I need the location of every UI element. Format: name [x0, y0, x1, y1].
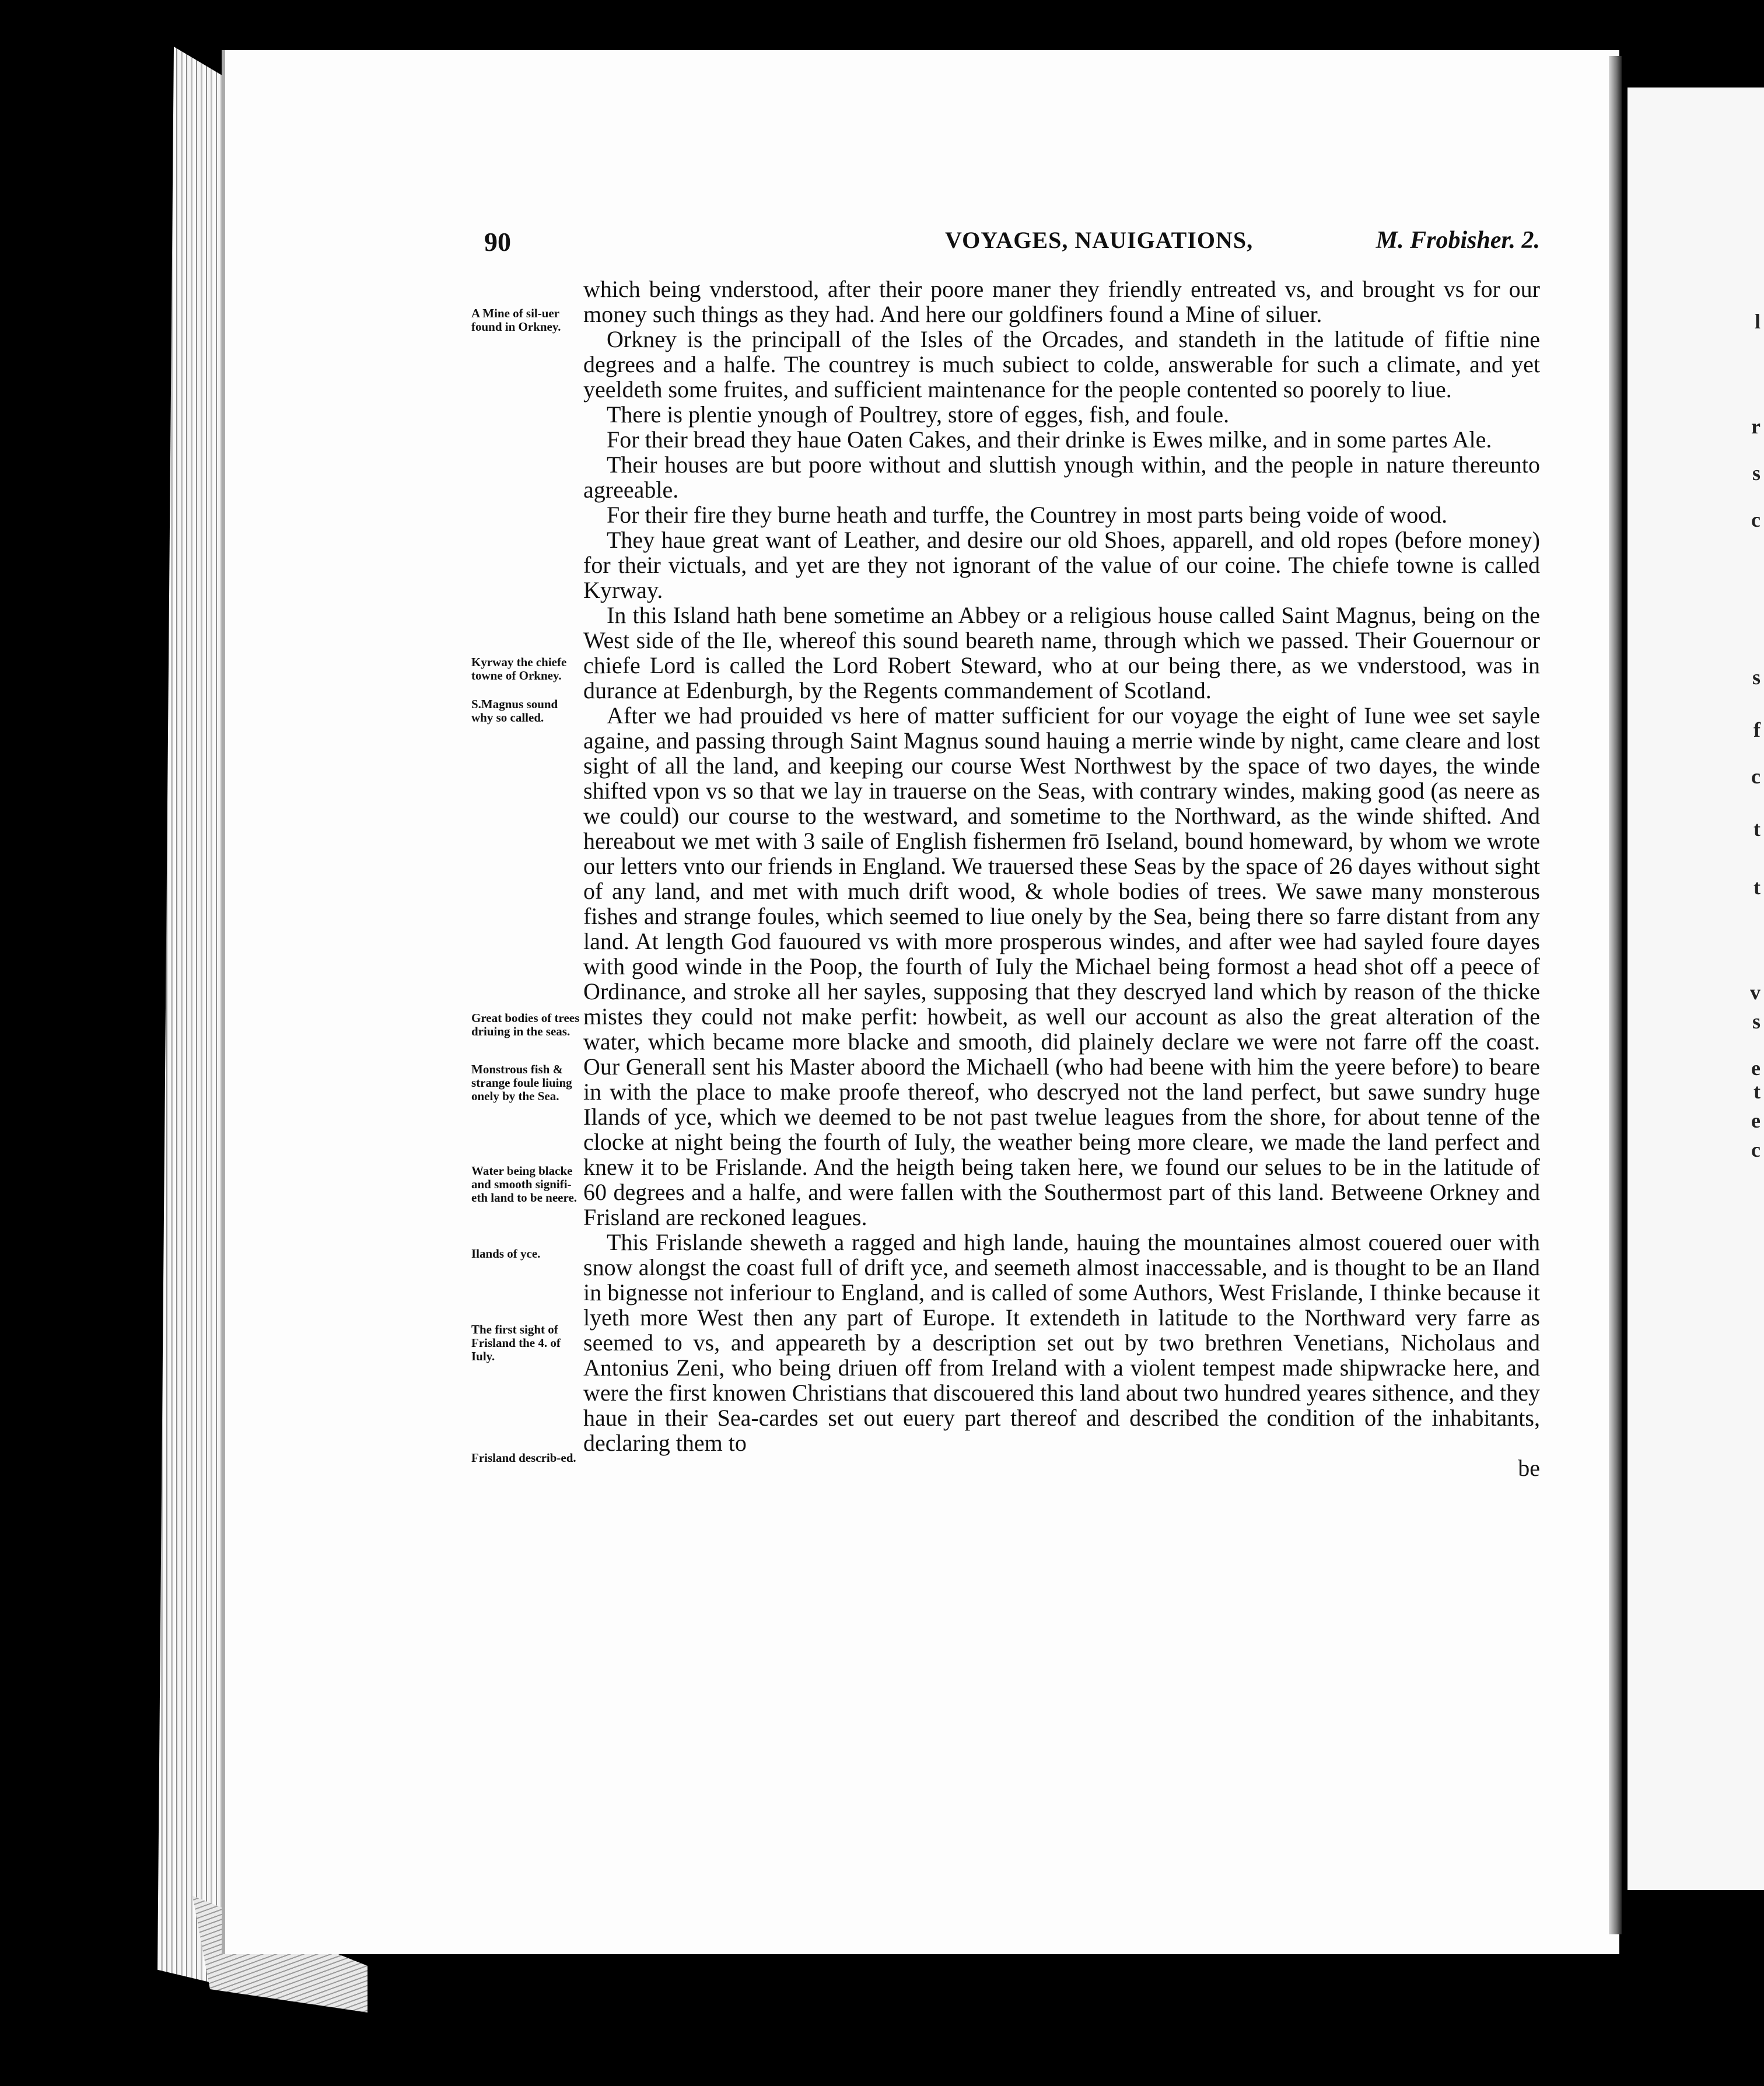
- facing-page-fragment: t: [1754, 876, 1760, 899]
- catchword: be: [1518, 1455, 1540, 1481]
- marginal-note: The first sight of Frisland the 4. of Iuly.: [471, 1322, 561, 1363]
- marginal-note: Water being blacke and smooth signifi-eth land to be neere.: [471, 1164, 578, 1205]
- facing-page-fragment: v: [1750, 981, 1760, 1004]
- facing-page-fragment: t: [1754, 817, 1760, 841]
- page-number: 90: [484, 227, 511, 257]
- paragraph: For their bread they haue Oaten Cakes, and their drinke is Ewes milke, and in some partes Ale.: [607, 426, 1492, 453]
- facing-page-fragment: s: [1752, 666, 1760, 689]
- facing-page-fragment: f: [1754, 718, 1760, 741]
- body-text: [583, 276, 1540, 1480]
- paragraph: For their fire they burne heath and turffe, the Countrey in most parts being voide of wood.: [607, 502, 1448, 528]
- running-author: M. Frobisher. 2.: [1376, 227, 1540, 254]
- marginal-note: A Mine of sil-uer found in Orkney.: [471, 306, 561, 334]
- paragraph: Orkney is the principall of the Isles of the Orcades, and standeth in the latitude of fiftie nine degrees and a halfe. The countrey is much subiect to colde, answerable for such a climate, and yet yeeldeth some fruites, and sufficient maintenance for the people contented so poorely to liue.: [583, 326, 1540, 402]
- facing-page-fragment: e: [1751, 1056, 1760, 1080]
- facing-page-fragment: l: [1754, 310, 1760, 333]
- marginal-note: Great bodies of trees driuing in the seas.: [471, 1011, 580, 1038]
- book-gutter: [1609, 56, 1622, 1934]
- running-header: [484, 226, 1540, 261]
- marginal-note: Kyrway the chiefe towne of Orkney.: [471, 655, 567, 682]
- facing-page-fragment: c: [1751, 508, 1760, 531]
- paragraph: In this Island hath bene sometime an Abbey or a religious house called Saint Magnus, being on the West side of the Ile, whereof this sound beareth name, through which we passed. Their Gouernour or chiefe Lord is called the Lord Robert Steward, who at our being there, as we vnderstood, was in durance at Edenburgh, by the Regents commandement of Scotland.: [583, 602, 1540, 704]
- marginal-note: Monstrous fish & strange foule liuing onely by the Sea.: [471, 1062, 572, 1103]
- facing-page-fragment: c: [1751, 1138, 1760, 1161]
- marginal-note: S.Magnus sound why so called.: [471, 697, 558, 724]
- facing-page: [1628, 88, 1764, 1890]
- paragraph: This Frislande sheweth a ragged and high lande, hauing the mountaines almost couered ouer with snow alongst the coast full of drift yce, and seemeth almost inaccessable, and is thought to be an Iland in bignesse not inferiour to England, and is called of some Authors, West Frislande, I thinke because it lyeth more West then any part of Europe. It extendeth in latitude to the Northward very farre as seemed to vs, and appeareth by a description set out by two brethren Venetians, Nicholaus and Antonius Zeni, who being driuen off from Ireland with a violent tempest made shipwracke here, and were the first knowen Christians that discouered this land about two hundred yeares sithence, and they haue in their Sea-cardes set out euery part thereof and described the condition of the inhabitants, declaring them to: [583, 1229, 1540, 1456]
- facing-page-fragment: e: [1751, 1109, 1760, 1132]
- facing-page-fragment: s: [1752, 1010, 1760, 1033]
- marginal-note: Frisland describ-ed.: [471, 1451, 576, 1465]
- paragraph: After we had prouided vs here of matter sufficient for our voyage the eight of Iune wee set sayle againe, and passing through Saint Magnus sound hauing a merrie winde by night, came cleare and lost sight of all the land, and keeping our course West Northwest by the space of two dayes, the winde shifted vpon vs so that we lay in trauerse on the Seas, with contrary windes, making good (as neere as we could) our course to the westward, and sometime to the Northward, as the winde shifted. And hereabout we met with 3 saile of English fishermen frō Iseland, bound homeward, by whom we wrote our letters vnto our friends in England. We trauersed these Seas by the space of 26 dayes without sight of any land, and met with much drift wood, & whole bodies of trees. We sawe many monsterous fishes and strange foules, which seemed to liue onely by the Sea, being there so farre distant from any land. At length God fauoured vs with more prosperous windes, and after wee had sayled foure dayes with good winde in the Poop, the fourth of Iuly the Michael being formost a head shot off a peece of Ordinance, and stroke all her sayles, supposing that they descryed land which by reason of the thicke mistes they could not make perfit: howbeit, as well our account as also the great alteration of the water, which became more blacke and smooth, did plainely declare we were not farre off the coast. Our Generall sent his Master aboord the Michaell (who had beene with him the yeere before) to beare in with the place to make proofe thereof, who descryed not the land perfect, but sawe sundry huge Ilands of yce, which we deemed to be not past twelue leagues from the shore, for about tenne of the clocke at night being the fourth of Iuly, the weather being more cleare, we made the land perfect and knew it to be Frislande. And the heigth being taken here, we found our selues to be in the latitude of 60 degrees and a halfe, and were fallen with the Southermost part of this land. Betweene Orkney and Frisland are reckoned leagues.: [583, 702, 1540, 1230]
- paragraph: Their houses are but poore without and sluttish ynough within, and the people in nature thereunto agreeable.: [583, 452, 1540, 503]
- running-title: VOYAGES, NAUIGATIONS,: [945, 227, 1254, 253]
- facing-page-fragment: r: [1751, 415, 1760, 438]
- paragraph: There is plentie ynough of Poultrey, store of egges, fish, and foule.: [607, 401, 1230, 428]
- facing-page-fragment: c: [1751, 765, 1760, 788]
- facing-page-fragment: t: [1754, 1080, 1760, 1103]
- paragraph: They haue great want of Leather, and desire our old Shoes, apparell, and old ropes (before money) for their victuals, and yet are they not ignorant of the value of our coine. The chiefe towne is called Kyrway.: [583, 527, 1540, 603]
- marginal-note: Ilands of yce.: [471, 1247, 541, 1261]
- paragraph: which being vnderstood, after their poore maner they friendly entreated vs, and brought vs for our money such things as they had. And here our goldfiners found a Mine of siluer.: [583, 276, 1540, 327]
- facing-page-fragment: s: [1752, 461, 1760, 485]
